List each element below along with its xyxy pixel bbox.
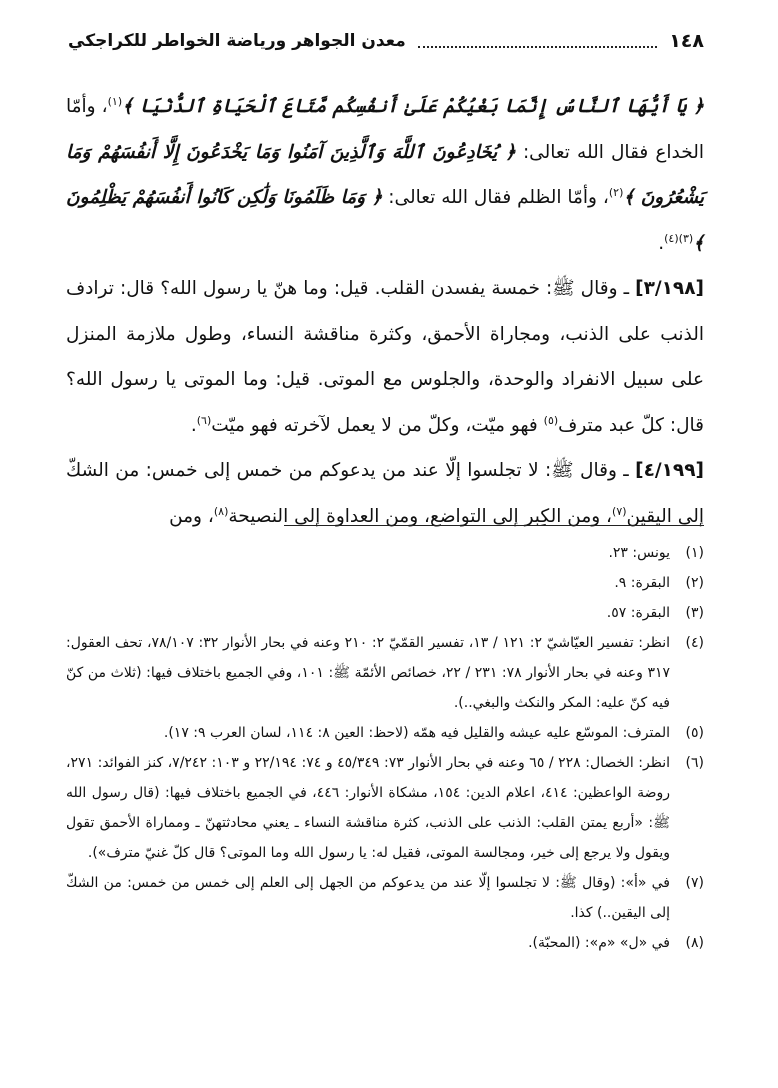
footnote-separator [284,525,704,526]
hadith-number: [٤/١٩٩] [635,460,704,481]
footnote-item [66,748,704,868]
footnote-text: في «ل» «م»: (المحبّة). [528,935,670,951]
footnote-ref[interactable]: (٥) [543,413,559,427]
paragraph-text: ـ وقال ﷺ: لا تجلسوا إلّا عند من يدعوكم من خمس إلى خمس: من الشكّ إلى اليقين [66,460,704,527]
footnote-number: (١) [685,545,704,561]
footnote-item [66,718,704,748]
running-header [68,26,704,56]
paragraph-text: ، وأمّا الخداع فقال الله تعالى: [66,96,704,163]
footnote-ref[interactable]: (٨) [213,504,229,518]
quran-verse: ﴿ وَمَا ظَلَمُونَا وَلَٰكِن كَانُوا أَنفُسَهُمْ يَظْلِمُونَ ﴾ [66,187,704,254]
paragraph-text: ـ وقال ﷺ: خمسة يفسدن القلب. قيل: وما هنّ يا رسول الله؟ قال: ترادف الذنب على الذنب، ومجاراة الأحمق، وكثرة مناقشة النساء، وطول ملازمة المنزل على سبيل الانفراد والوحدة، والجلوس مع الموتى. قيل: وما الموتى يا رسول الله؟ قال: كلّ عبد مترف [66,278,704,436]
footnote-text: يونس: ٢٣. [608,545,670,561]
footnote-text: انظر: تفسير العيّاشيّ ٢: ١٢١ / ١٣، تفسير القمّيّ ٢: ٢١٠ وعنه في بحار الأنوار ٣٢: ٧٨/١٠٧، تحف العقول: ٣١٧ وعنه في بحار الأنوار ٧٨: ٢٣١ / ٢٢، خصائص الأئمّة ﷺ: ١٠١، وفي الجميع باختلاف فيها: (ثلاث من كنّ فيه كنّ عليه: المكر والنكث والبغي..). [66,635,671,711]
footnote-ref[interactable]: (٢) [608,185,624,199]
footnote-number: (٨) [685,935,704,951]
footnote-number: (٧) [685,875,704,891]
paragraph-text: ، ومن [169,505,214,527]
footnote-ref[interactable]: (٣)(٤) [664,231,694,245]
footnote-ref[interactable]: (٧) [612,504,627,518]
footnote-item [66,868,704,928]
book-title: معدن الجواهر ورياضة الخواطر للكراجكي [68,31,406,51]
hadith-number: [٣/١٩٨] [635,278,704,299]
footnote-item [66,568,704,598]
header-dotted-leader [418,46,657,48]
footnote-number: (٦) [685,755,704,771]
footnotes [66,538,704,958]
page-number: ١٤٨ [669,30,704,52]
footnote-ref[interactable]: (١) [107,94,123,108]
footnote-text: البقرة: ٩. [614,575,670,591]
paragraph-text: . [658,232,665,254]
footnote-item [66,628,704,718]
footnote-ref[interactable]: (٦) [196,413,212,427]
footnote-text: البقرة: ٥٧. [606,605,670,621]
paragraph-text: . [190,414,197,436]
quran-verse: ﴿ يُخَادِعُونَ ٱللَّهَ وَٱلَّذِينَ آمَنُوا وَمَا يَخْدَعُونَ إِلَّا أَنفُسَهُمْ وَمَا يَشْعُرُونَ ﴾ [66,141,704,208]
footnote-number: (٢) [685,575,704,591]
footnote-text: في «أ»: (وقال ﷺ: لا تجلسوا إلّا عند من يدعوكم من الجهل إلى العلم إلى خمس من خمس: من الشكّ إلى اليقين..) كذا. [66,875,670,921]
footnote-item [66,598,704,628]
main-text [66,84,704,539]
footnote-item [66,928,704,958]
paragraph-quran-verses [66,84,704,266]
paragraph-text: ، وأمّا الظلم فقال الله تعالى: [388,187,609,208]
footnote-text: المترف: الموسّع عليه عيشه والقليل فيه همّه (لاحظ: العين ٨: ١١٤، لسان العرب ٩: ١٧). [163,725,670,741]
paragraph-text: ، ومن الكِبر إلى التواضع، ومن العداوة إلى النصيحة [228,505,613,527]
footnote-item [66,538,704,568]
footnote-text: انظر: الخصال: ٢٢٨ / ٦٥ وعنه في بحار الأنوار ٧٣: ٤٥/٣٤٩ و ٧٤: ٢٢/١٩٤ و ١٠٣: ٧/٢٤٢، كنز الفوائد: ٢٧١، روضة الواعظين: ٤١٤، اعلام الدين: ١٥٤، مشكاة الأنوار: ٤٤٦، في الجميع باختلاف فيها: (قال رسول الله ﷺ: «أربع يمتن القلب: الذنب على الذنب، كثرة مناقشة النساء ـ يعني محادثتهنّ ـ ومماراة الأحمق تقول ويقول ولا يرجع إلى خير، ومجالسة الموتى، فقيل له: يا رسول الله وما الموتى؟ قال كلّ غنيّ مترف»). [66,755,670,861]
paragraph-hadith-198 [66,266,704,448]
footnote-number: (٤) [685,635,704,651]
quran-verse: ﴿ يَا أَيُّهَا ٱلنَّاسُ إِنَّمَا بَغْيُكُمْ عَلَىٰ أَنفُسِكُم مَّتَاعَ ٱلْحَيَاةِ ٱلدُّنْيَا ﴾ [122,96,704,117]
footnote-number: (٥) [685,725,704,741]
footnote-number: (٣) [685,605,704,621]
paragraph-text: فهو ميّت، وكلّ من لا يعمل لآخرته فهو ميّت [211,414,544,436]
